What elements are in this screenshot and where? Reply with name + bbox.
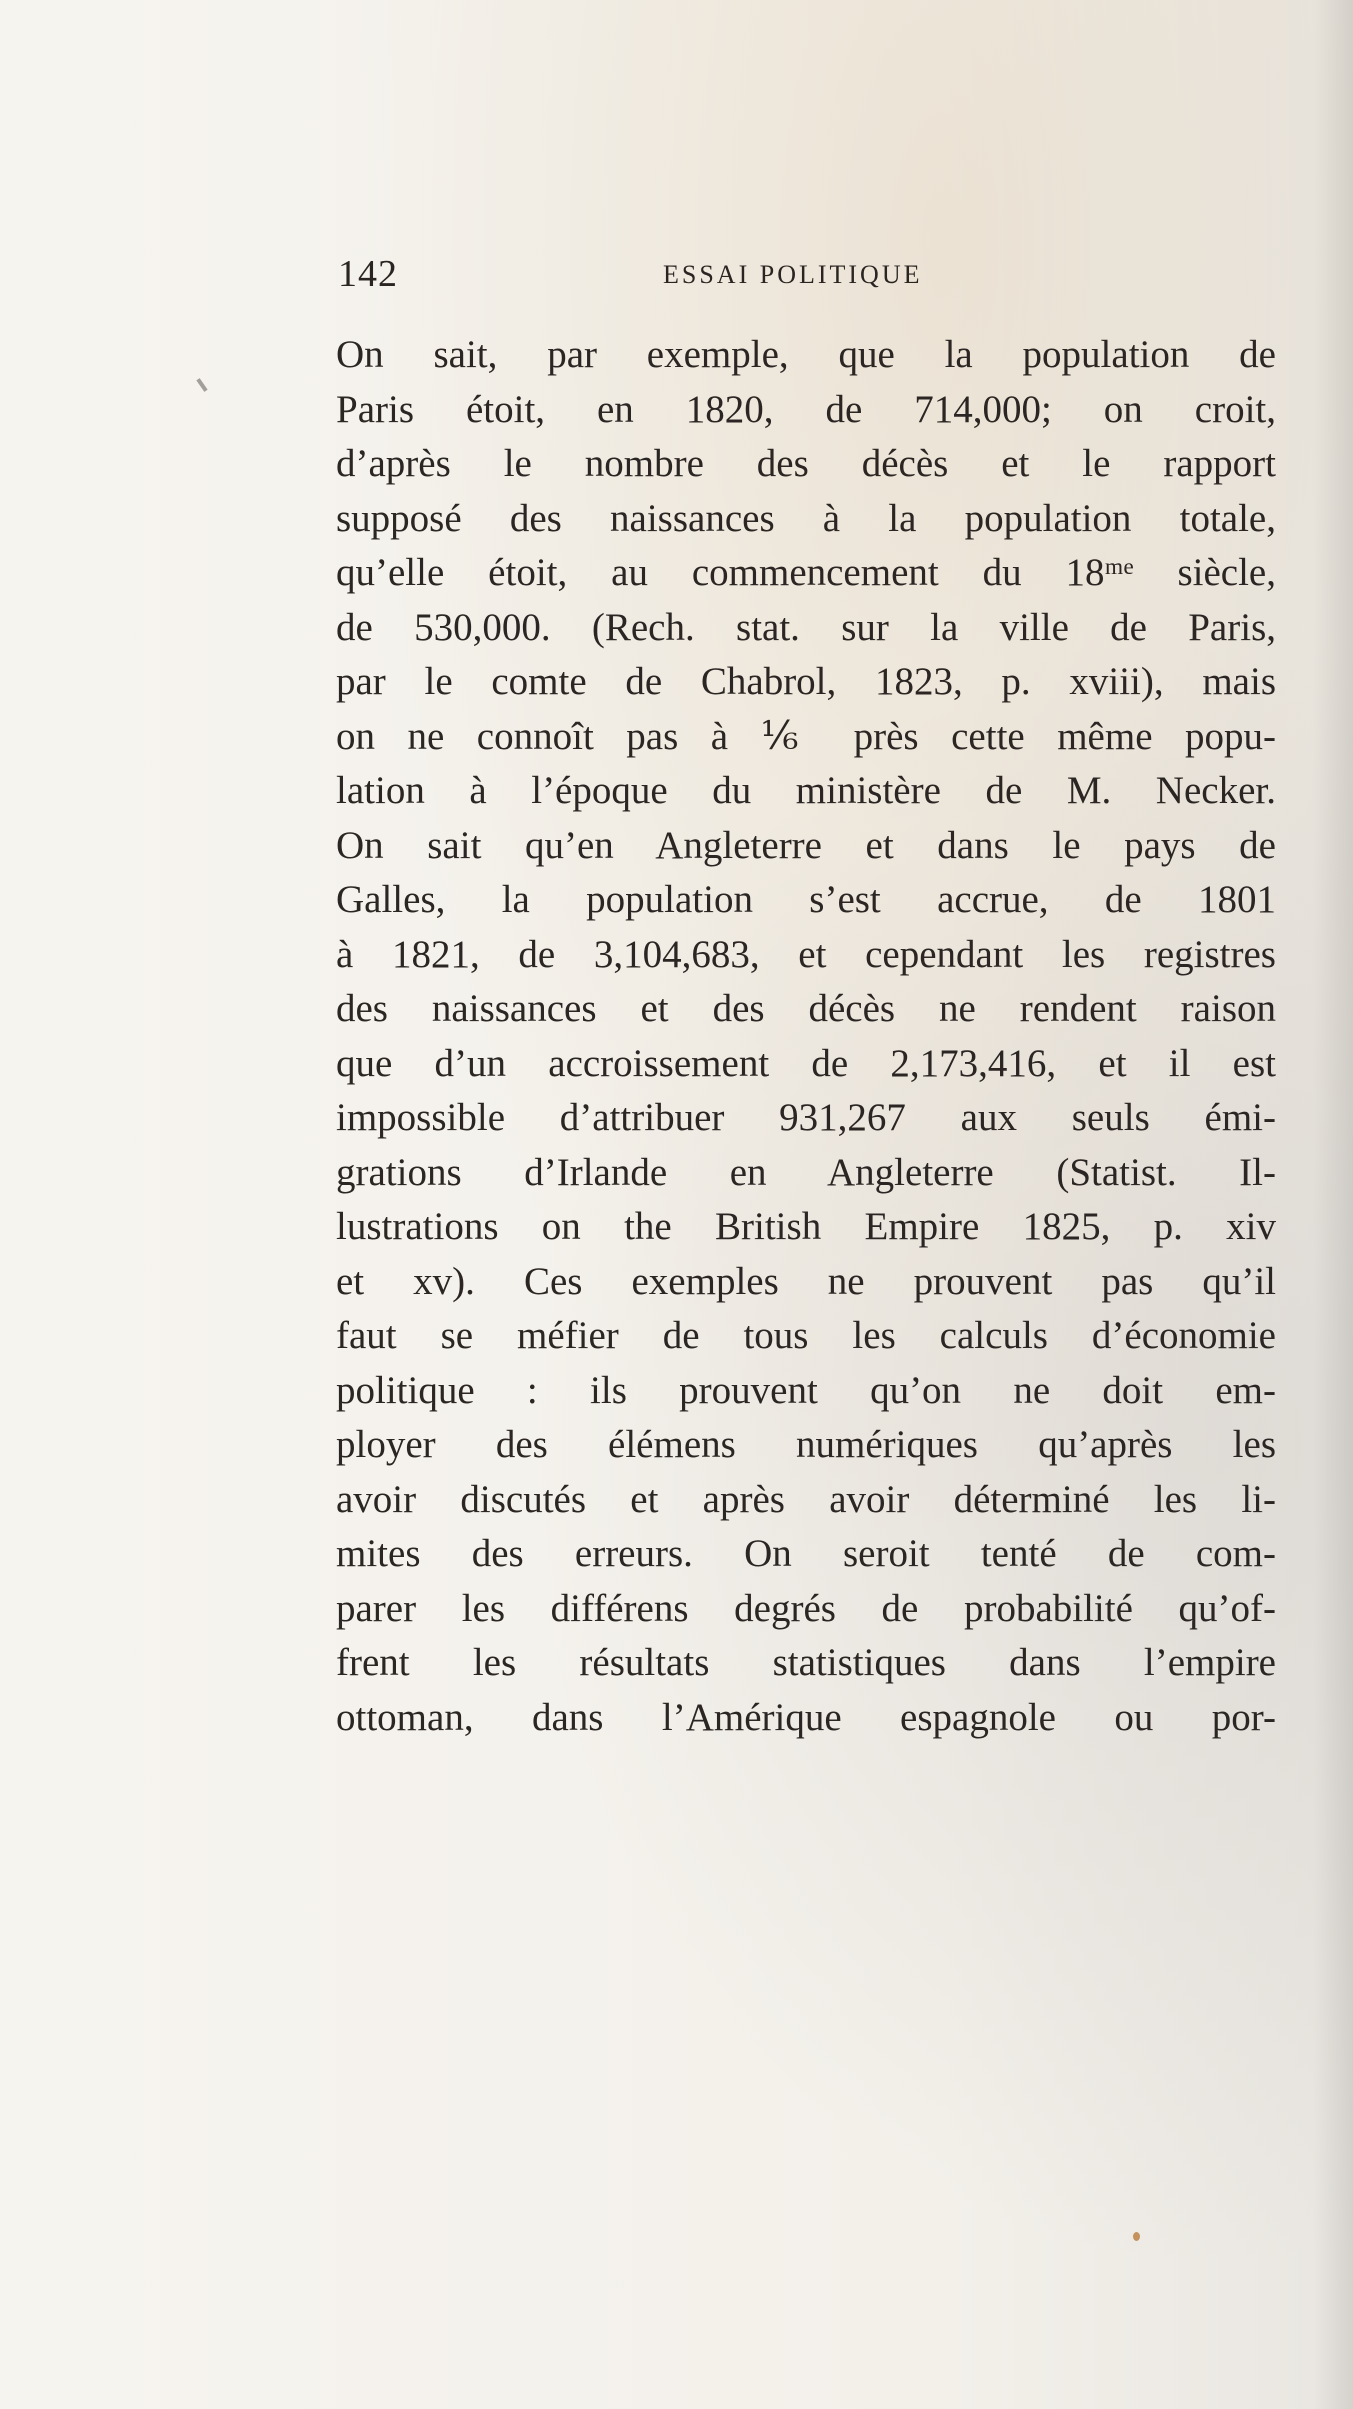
text-line: avoir discutés et après avoir déterminé les li- [336,1477,1276,1521]
text-line: supposé des naissances à la population totale, [336,496,1276,540]
text-line: grations d’Irlande en Angleterre (Statist. Il- [336,1150,1276,1194]
text-line: qu’elle étoit, au commencement du 18ᵐᵉ siècle, [336,551,1276,594]
text-line: ployer des élémens numériques qu’après les [336,1423,1276,1466]
page-number: 142 [338,253,398,295]
text-line: On sait qu’en Angleterre et dans le pays de [336,823,1276,867]
running-title: ESSAI POLITIQUE [663,260,923,289]
text-line: politique : ils prouvent qu’on ne doit em- [336,1368,1276,1412]
page-gutter-shadow [1313,0,1353,2409]
running-head [338,252,1270,296]
text-line: lustrations on the British Empire 1825, p. xiv [336,1205,1276,1248]
margin-mark [196,378,207,392]
text-line: mites des erreurs. On seroit tenté de com- [336,1532,1276,1575]
text-line: Paris étoit, en 1820, de 714,000; on croit, [336,387,1276,431]
text-line: par le comte de Chabrol, 1823, p. xviii), mais [336,660,1276,703]
text-line: on ne connoît pas à ⅙ près cette même popu- [336,714,1276,758]
text-line: impossible d’attribuer 931,267 aux seuls émi- [336,1096,1276,1139]
text-line: à 1821, de 3,104,683, et cependant les registres [336,932,1276,976]
text-line: de 530,000. (Rech. stat. sur la ville de Paris, [336,605,1276,649]
text-line: d’après le nombre des décès et le rapport [336,442,1276,485]
text-line: des naissances et des décès ne rendent raison [336,987,1276,1030]
text-line: faut se méfier de tous les calculs d’économie [336,1314,1276,1357]
text-line: ottoman, dans l’Amérique espagnole ou por- [336,1695,1276,1739]
body-text [336,328,1276,1745]
text-line: parer les différens degrés de probabilité qu’of- [336,1586,1276,1630]
paper-speck [1133,2232,1140,2241]
text-line: On sait, par exemple, que la population de [336,333,1276,376]
text-line: et xv). Ces exemples ne prouvent pas qu’il [336,1259,1276,1303]
text-line: Galles, la population s’est accrue, de 1801 [336,878,1276,921]
text-line: que d’un accroissement de 2,173,416, et il est [336,1041,1276,1085]
text-line: frent les résultats statistiques dans l’empire [336,1641,1276,1684]
text-line: lation à l’époque du ministère de M. Necker. [336,769,1276,812]
